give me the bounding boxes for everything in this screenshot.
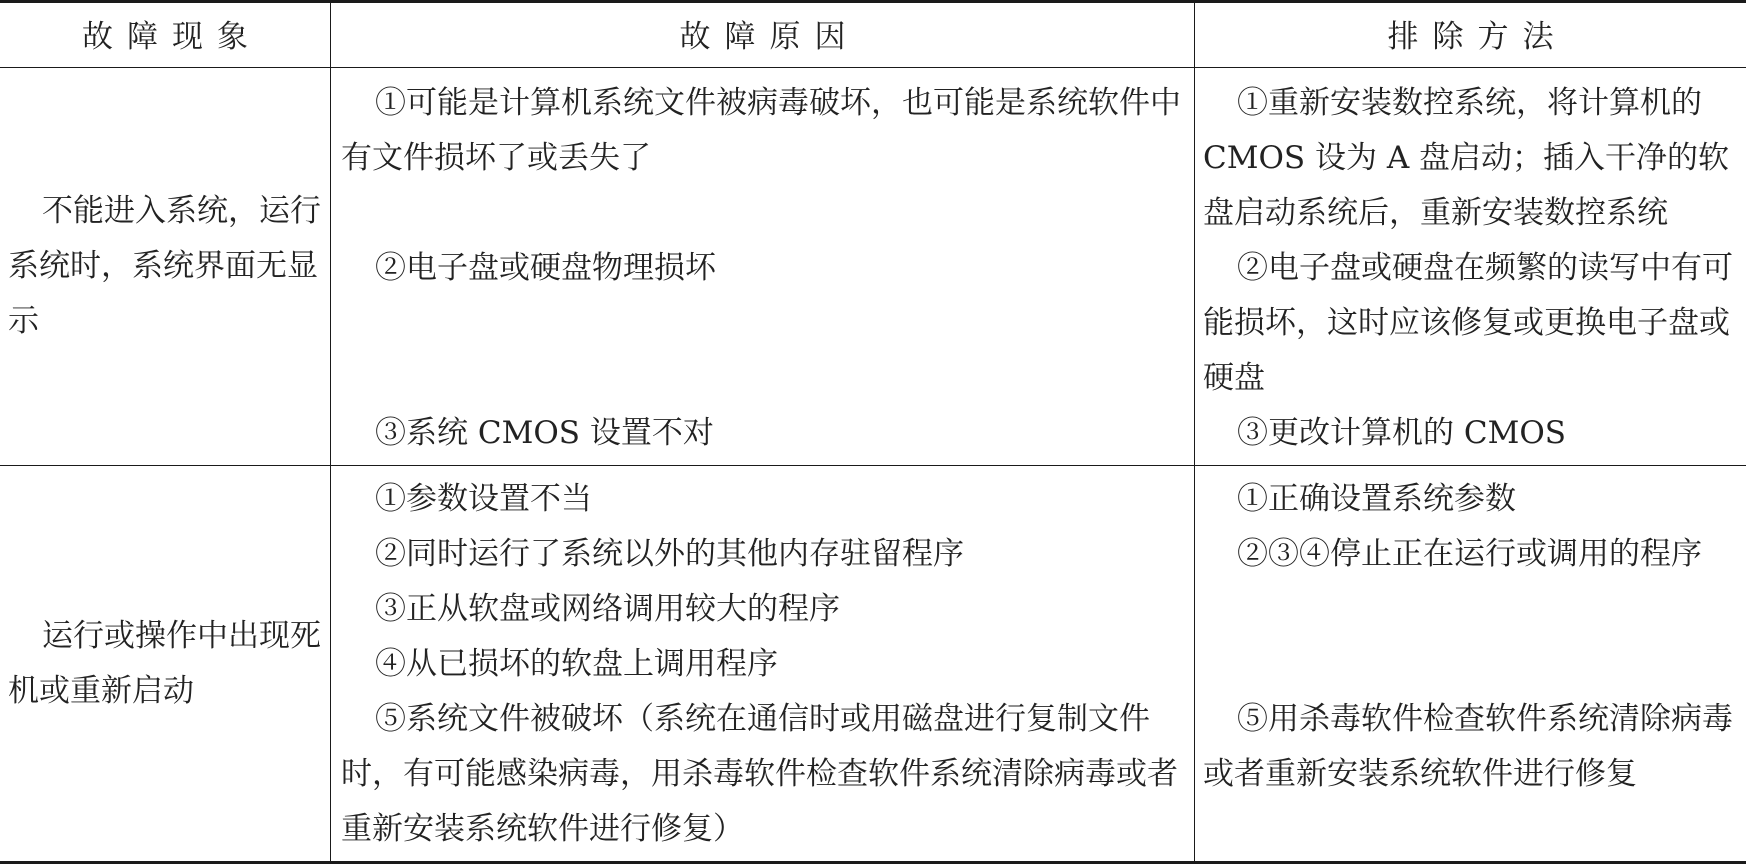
table-row-1-symptom: [0, 68, 330, 465]
remedy-item: ①重新安装数控系统，将计算机的 CMOS 设为 A 盘启动；插入干净的软盘启动系统后，重新安装数控系统: [1203, 85, 1730, 231]
cause-item: ④从已损坏的软盘上调用程序: [375, 646, 778, 682]
remedy-item: ②③④停止正在运行或调用的程序: [1237, 536, 1702, 572]
remedy-item: ⑤用杀毒软件检查软件系统清除病毒或者重新安装系统软件进行修复: [1203, 701, 1733, 792]
symptom-text: 不能进入系统，运行系统时，系统界面无显示: [8, 193, 321, 339]
cause-item: ③正从软盘或网络调用较大的程序: [375, 591, 840, 627]
symptom-text: 运行或操作中出现死机或重新启动: [8, 617, 321, 709]
table-top-rule: [0, 0, 1746, 3]
cause-item: ⑤系统文件被破坏（系统在通信时或用磁盘进行复制文件时，有可能感染病毒，用杀毒软件检查软件系统清除病毒或者重新安装系统软件进行修复）: [341, 701, 1178, 847]
cause-item: ②电子盘或硬盘物理损坏: [375, 250, 716, 286]
table-row-2-symptom: [0, 466, 330, 861]
header-cause: 故障原因: [679, 18, 860, 55]
remedy-item: ①正确设置系统参数: [1237, 481, 1516, 517]
cause-item: ②同时运行了系统以外的其他内存驻留程序: [375, 536, 964, 572]
table-row-1-causes: [331, 68, 1194, 465]
cause-item: ①参数设置不当: [375, 481, 592, 517]
table-row-2-causes: [331, 466, 1194, 861]
table-row-1-remedies: [1195, 68, 1746, 465]
cause-item: ③系统 CMOS 设置不对: [375, 415, 714, 451]
header-symptom: 故障现象: [82, 18, 262, 55]
remedy-item: ③更改计算机的 CMOS: [1237, 415, 1566, 451]
remedy-item: ②电子盘或硬盘在频繁的读写中有可能损坏，这时应该修复或更换电子盘或硬盘: [1203, 250, 1733, 396]
table-row-2-remedies: [1195, 466, 1746, 861]
header-remedy: 排除方法: [1387, 18, 1568, 55]
cause-item: ①可能是计算机系统文件被病毒破坏，也可能是系统软件中有文件损坏了或丢失了: [341, 85, 1181, 176]
